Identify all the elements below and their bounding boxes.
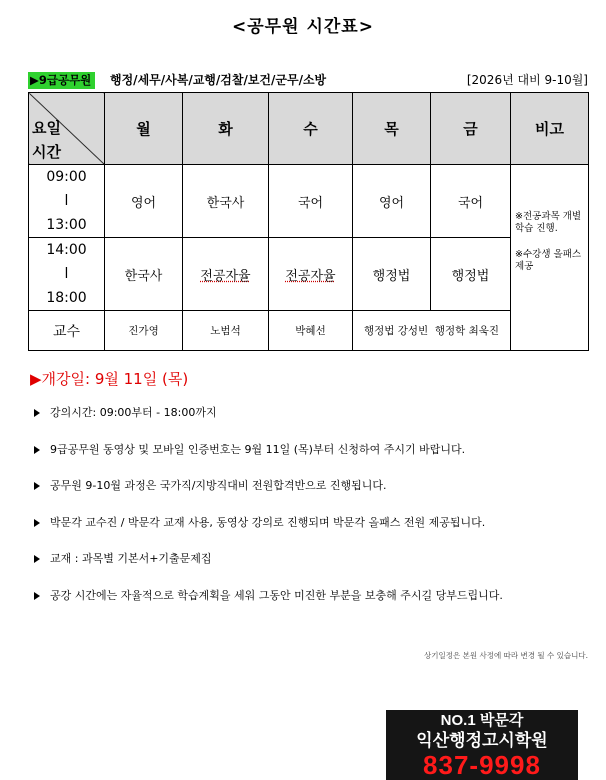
academy-logo	[386, 710, 578, 780]
professor-cell: 노범석	[183, 311, 269, 351]
subject-cell: 전공자율	[183, 238, 269, 311]
list-item-text: 공무원 9-10월 과정은 국가직/지방직대비 전원합격반으로 진행됩니다.	[50, 479, 387, 492]
list-item	[34, 514, 594, 551]
subject-cell: 한국사	[183, 165, 269, 238]
list-item-text: 9급공무원 동영상 및 모바일 인증번호는 9월 11일 (목)부터 신청하여 주시기 바랍니다.	[50, 442, 466, 456]
table-row	[29, 238, 589, 311]
bullet-triangle-icon	[34, 446, 40, 454]
course-period: [2026년 대비 9-10월]	[466, 73, 588, 87]
subject-cell: 국어	[269, 165, 353, 238]
time-start: 14:00	[46, 242, 87, 258]
subject-cell: 전공자율	[269, 238, 353, 311]
subject-cell: 한국사	[105, 238, 183, 311]
list-item-text: 강의시간: 09:00부터 - 18:00까지	[50, 406, 217, 419]
table-row	[29, 311, 589, 351]
subject-cell: 영어	[353, 165, 431, 238]
remarks-header: 비고	[511, 93, 589, 165]
time-separator: l	[64, 266, 69, 282]
subject-cell: 행정법	[353, 238, 431, 311]
professor-name: 행정학 최욱진	[434, 325, 500, 337]
list-item	[34, 404, 594, 441]
subject-cell: 국어	[431, 165, 511, 238]
bullet-triangle-icon	[34, 409, 40, 417]
bullet-triangle-icon	[34, 592, 40, 600]
schedule-table	[28, 92, 589, 351]
time-start: 09:00	[46, 169, 87, 185]
professor-name: 행정법 강성빈	[363, 325, 429, 337]
remarks-cell	[511, 165, 589, 351]
page-title: <공무원 시간표>	[232, 17, 374, 37]
table-row	[29, 165, 589, 238]
time-end: 13:00	[46, 217, 87, 233]
logo-line-2: 익산행정고시학원	[416, 731, 548, 750]
time-slot-morning	[29, 165, 105, 238]
subject-cell: 영어	[105, 165, 183, 238]
list-item-text: 공강 시간에는 자율적으로 학습계획을 세워 그동안 미진한 부분을 보충해 주시길 당부드립니다.	[50, 588, 503, 602]
course-categories: 행정/세무/사복/교행/검찰/보건/군무/소방	[110, 73, 327, 87]
time-end: 18:00	[46, 290, 87, 306]
header-row	[29, 93, 589, 165]
course-badge: ▶9급공무원	[28, 72, 95, 89]
bullet-triangle-icon	[34, 519, 40, 527]
course-subheader	[28, 72, 588, 90]
day-header-thu: 목	[353, 93, 431, 165]
time-separator: l	[64, 193, 69, 209]
time-slot-afternoon	[29, 238, 105, 311]
day-header-fri: 금	[431, 93, 511, 165]
footnote: 상기일정은 본원 사정에 따라 변경 될 수 있습니다.	[424, 651, 588, 660]
professor-label: 교수	[29, 311, 105, 351]
list-item	[34, 441, 594, 478]
remark-note: ※전공과목 개별학습 진행.	[515, 211, 582, 234]
remark-note: ※수강생 올패스 제공	[515, 249, 582, 272]
corner-cell	[29, 93, 105, 165]
info-list	[34, 404, 594, 623]
corner-time-label: 시간	[32, 143, 61, 161]
bullet-triangle-icon	[34, 555, 40, 563]
list-item-text: 박문각 교수진 / 박문각 교재 사용, 동영상 강의로 진행되며 박문각 올패스 전원 제공됩니다.	[50, 515, 486, 529]
day-header-wed: 수	[269, 93, 353, 165]
logo-line-1: NO.1 박문각	[440, 712, 524, 729]
list-item-text: 교재 : 과목별 기본서+기출문제집	[50, 552, 212, 565]
list-item	[34, 587, 594, 624]
list-item	[34, 477, 594, 514]
subject-cell: 행정법	[431, 238, 511, 311]
professor-cell: 박혜선	[269, 311, 353, 351]
corner-day-label: 요일	[32, 119, 61, 137]
opening-date: ▶개강일: 9월 11일 (목)	[30, 370, 189, 388]
day-header-mon: 월	[105, 93, 183, 165]
logo-phone: 837-9998	[423, 750, 541, 780]
professor-cell	[353, 311, 511, 351]
day-header-tue: 화	[183, 93, 269, 165]
list-item	[34, 550, 594, 587]
bullet-triangle-icon	[34, 482, 40, 490]
professor-cell: 진가영	[105, 311, 183, 351]
